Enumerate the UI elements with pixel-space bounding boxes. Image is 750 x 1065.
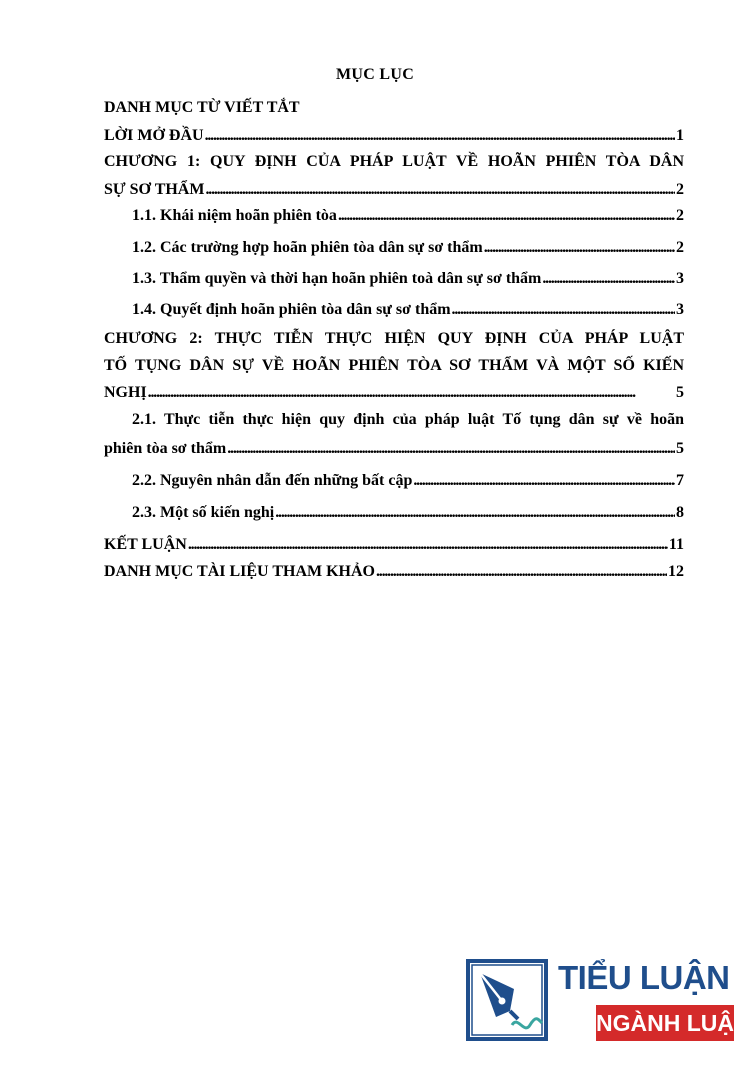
toc-entry-chapter2-line1[interactable]: CHƯƠNG 2: THỰC TIỄN THỰC HIỆN QUY ĐỊNH CỦA PHÁP LUẬT [104,330,684,347]
toc-entry-label: SỰ SƠ THẨM [104,181,205,198]
toc-entry-chapter2-line2[interactable]: TỐ TỤNG DÂN SỰ VỀ HOÃN PHIÊN TÒA SƠ THẨM VÀ MỘT SỐ KIẾN [104,357,684,374]
toc-entry-intro[interactable] [104,126,684,146]
toc-entry-chapter1-line1[interactable]: CHƯƠNG 1: QUY ĐỊNH CỦA PHÁP LUẬT VỀ HOÃN PHIÊN TÒA DÂN [104,153,684,170]
leader-dots [484,238,675,258]
toc-entry-2-1-line1[interactable]: 2.1. Thực tiễn thực hiện quy định của pháp luật Tố tụng dân sự về hoãn [132,411,684,428]
leader-dots [227,439,675,459]
toc-page-number: 11 [668,536,684,553]
toc-page-number: 5 [676,440,684,457]
toc-page-number: 1 [676,127,684,144]
logo-top-text: TIỂU LUẬN [558,959,730,996]
toc-entry-1-2[interactable] [132,238,684,258]
leader-dots [413,471,675,491]
toc-entry-label: phiên tòa sơ thẩm [104,440,227,457]
logo-bottom-text: NGÀNH LUẬT [596,1005,734,1041]
toc-page-number: 7 [676,472,684,489]
toc-entry-label: NGHỊ [104,384,147,401]
leader-dots [205,180,675,200]
toc-page-number: 5 [676,384,684,401]
toc-entry-label: 2.2. Nguyên nhân dẫn đến những bất cập [132,472,413,489]
toc-page-number: 2 [676,181,684,198]
toc-entry-conclusion[interactable] [104,535,684,555]
toc-page-number: 2 [676,207,684,224]
toc-entry-label: 1.3. Thẩm quyền và thời hạn hoãn phiên toà dân sự sơ thẩm [132,270,542,287]
leader-dots [452,300,675,320]
toc-entry-label: 1.1. Khái niệm hoãn phiên tòa [132,207,337,224]
toc-title: MỤC LỤC [335,66,415,83]
toc-page-number: 2 [676,239,684,256]
toc-entry-2-1[interactable] [104,439,684,459]
toc-entry-2-3[interactable] [132,503,684,523]
leader-dots [205,126,675,146]
pen-nib-icon [466,959,548,1041]
toc-entry-label: KẾT LUẬN [104,536,187,553]
toc-entry-label: 1.4. Quyết định hoãn phiên tòa dân sự sơ thẩm [132,301,451,318]
toc-entry-label: LỜI MỞ ĐẦU [104,127,204,144]
toc-entry-chapter2[interactable] [104,383,684,403]
leader-dots [275,503,675,523]
toc-page-number: 3 [676,270,684,287]
toc-page-number: 8 [676,504,684,521]
toc-page-number: 3 [676,301,684,318]
toc-entry-1-1[interactable] [132,206,684,226]
brand-logo [466,955,749,1045]
leader-dots [338,206,675,226]
toc-entry-label: DANH MỤC TÀI LIỆU THAM KHẢO [104,563,375,580]
toc-entry-1-4[interactable] [132,300,684,320]
leader-dots [188,535,668,555]
toc-entry-references[interactable] [104,562,684,582]
toc-entry-2-2[interactable] [132,471,684,491]
toc-entry-label: 1.2. Các trường hợp hoãn phiên tòa dân sự sơ thẩm [132,239,483,256]
abbrev-heading: DANH MỤC TỪ VIẾT TẮT [104,99,300,116]
leader-dots [542,269,675,289]
leader-dots [148,383,675,403]
toc-entry-label: 2.3. Một số kiến nghị [132,504,275,521]
toc-entry-chapter1[interactable] [104,180,684,200]
toc-page-number: 12 [668,563,684,580]
leader-dots [376,562,667,582]
toc-entry-1-3[interactable] [132,269,684,289]
